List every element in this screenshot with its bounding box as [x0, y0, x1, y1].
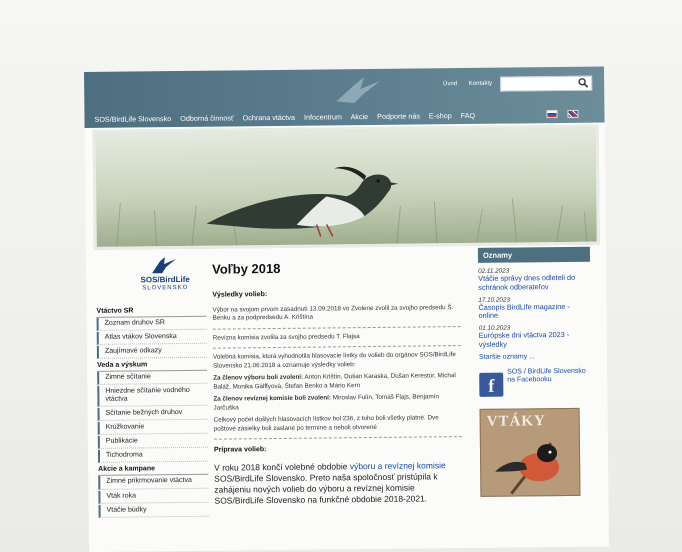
site-header	[84, 67, 605, 128]
sidebar-item-ringing[interactable]: Krúžkovanie	[98, 421, 208, 435]
sidebar-item-links[interactable]: Zaujímavé odkazy	[97, 345, 207, 359]
news-link[interactable]: Časopis BirdLife magazine - online	[478, 301, 570, 321]
lead-text: V roku 2018 končí volebné obdobie	[214, 461, 350, 473]
paragraph-committee: Výbor na svojom prvom zasadnutí 13.09.2018 vo Zvolene zvolil za svojho predsedu Š. Benku a za podpredsedu A. Krištína	[212, 304, 454, 323]
birdlife-logo-icon	[120, 255, 210, 276]
sidebar-item-winter-count[interactable]: Zimné sčítanie	[97, 371, 207, 385]
older-news-link[interactable]: Staršie oznamy ...	[478, 352, 536, 361]
preparation-heading: Príprava volieb:	[213, 446, 267, 455]
sidebar-item-waterbird-count[interactable]: Hniezdne sčítanie vodného vtáctva	[97, 385, 207, 407]
language-switcher	[540, 105, 579, 123]
bird-logo-icon	[334, 75, 382, 106]
brand-name: SOS/BirdLife	[140, 274, 190, 285]
divider	[213, 326, 461, 330]
facebook-icon[interactable]: f	[479, 372, 503, 396]
nav-item-expert-work[interactable]: Odborná činnosť	[180, 113, 234, 123]
printed-page	[84, 67, 609, 552]
board-members-names: Anton Krištín, Dušan Karaska, Dušan Kerestúr, Michal Baláž, Monika Gálffyová, Štefan Benko a Mário Kern	[213, 372, 456, 391]
news-date: 17.10.2023	[478, 296, 510, 304]
magazine-cover[interactable]	[480, 407, 581, 496]
sidebar-section-science: Veda a výskum	[97, 359, 207, 372]
facebook-link[interactable]: SOS / BirdLife Slovensko na Facebooku	[507, 367, 586, 384]
divider	[214, 437, 462, 441]
nav-item-about[interactable]: SOS/BirdLife Slovensko	[94, 114, 172, 124]
nav-item-eshop[interactable]: E-shop	[428, 111, 452, 121]
audit-members-label: Za členov revíznej komisie boli zvolení:	[213, 394, 332, 404]
search-icon[interactable]	[578, 78, 588, 88]
paragraph-ballots: Celkový počet došlých hlasovacích lístkov bol 236, z toho boli všetky platné. Dve poštové zásielky boli zaslané po termíne a neboli otvorené	[213, 414, 439, 433]
slovak-flag-icon[interactable]	[546, 110, 557, 118]
nav-item-infocentre[interactable]: Infocentrum	[303, 112, 342, 122]
sidebar-item-common-species[interactable]: Sčítanie bežných druhov	[98, 407, 208, 421]
audit-members-names: Miroslav Fulín, Tomáš Flajs, Benjamín Jarčuška	[213, 393, 440, 412]
nav-item-events[interactable]: Akcie	[350, 112, 369, 122]
search-input[interactable]	[500, 76, 592, 92]
english-flag-icon[interactable]	[567, 110, 578, 118]
divider	[213, 346, 461, 350]
announcements-heading: Oznamy	[478, 247, 590, 263]
nav-item-faq[interactable]: FAQ	[460, 110, 476, 121]
hero-banner-lapwing	[93, 125, 600, 250]
news-date: 02.11.2023	[478, 267, 510, 275]
nav-item-support[interactable]: Podporte nás	[377, 111, 420, 121]
main-article	[212, 258, 463, 507]
paragraph-audit-members	[213, 394, 461, 414]
magazine-title: VTÁKY	[486, 412, 546, 430]
paragraph-board-members	[213, 373, 461, 393]
sidebar-section-campaigns: Akcie a kampane	[98, 463, 208, 476]
sidebar-item-bird-of-year[interactable]: Vták roka	[98, 489, 208, 503]
paragraph-election-committee: Volebná komisia, ktorá vyhodnotila hlasovacie lístky do volieb do orgánov SOS/BirdLife Slovensko 21.06.2018 a oznamuje výsledky volieb:	[212, 351, 456, 370]
sidebar-item-publications[interactable]: Publikácie	[98, 435, 208, 449]
news-list	[478, 267, 591, 361]
facebook-banner[interactable]	[479, 367, 591, 402]
sidebar-section-birds: Vtáctvo SR	[96, 305, 206, 318]
nav-item-bird-protection[interactable]: Ochrana vtáctva	[242, 112, 296, 123]
lapwing-photo	[96, 128, 597, 247]
sos-birdlife-logo[interactable]	[120, 255, 210, 294]
lead-text-rest: SOS/BirdLife Slovensko. Preto naša spoločnosť pristúpila k zahájeniu nových volieb do výboru a revíznej komisie SOS/BirdLife Slovensko na funkčné obdobie 2018-2021.	[214, 471, 438, 506]
main-navigation	[94, 111, 482, 124]
left-sidebar	[96, 255, 216, 514]
bullfinch-illustration	[481, 408, 580, 495]
committee-link[interactable]: výboru a revíznej komisie	[349, 460, 446, 472]
top-links	[433, 81, 492, 88]
top-link-home[interactable]: Úvod	[443, 81, 458, 88]
announcements-column	[478, 247, 593, 497]
paragraph-preparation	[214, 460, 462, 507]
sidebar-item-nest-boxes[interactable]: Vtáčie búdky	[99, 503, 209, 517]
news-link[interactable]: Vtáčie správy dnes odleteli do schránok odberateľov	[478, 272, 576, 292]
sidebar-item-tichodroma[interactable]: Tichodroma	[98, 449, 208, 463]
sidebar-item-species-list[interactable]: Zoznam druhov SR	[97, 317, 207, 331]
brand-subtitle: SLOVENSKO	[142, 284, 189, 292]
results-heading: Výsledky volieb:	[212, 290, 268, 299]
board-members-label: Za členov výboru boli zvolení:	[213, 374, 304, 383]
news-date: 01.10.2023	[478, 324, 511, 332]
top-link-contacts[interactable]: Kontakty	[468, 80, 493, 87]
paragraph-audit: Revízna komisia zvolila za svojho predsedu T. Flajsa	[212, 333, 360, 342]
sidebar-item-atlas[interactable]: Atlas vtákov Slovenska	[97, 331, 207, 345]
sidebar-item-winter-feeding[interactable]: Zimné prikrmovanie vtáctva	[98, 475, 208, 489]
news-link[interactable]: Európske dni vtáctva 2023 - výsledky	[478, 329, 570, 349]
page-title: Voľby 2018	[211, 260, 281, 277]
